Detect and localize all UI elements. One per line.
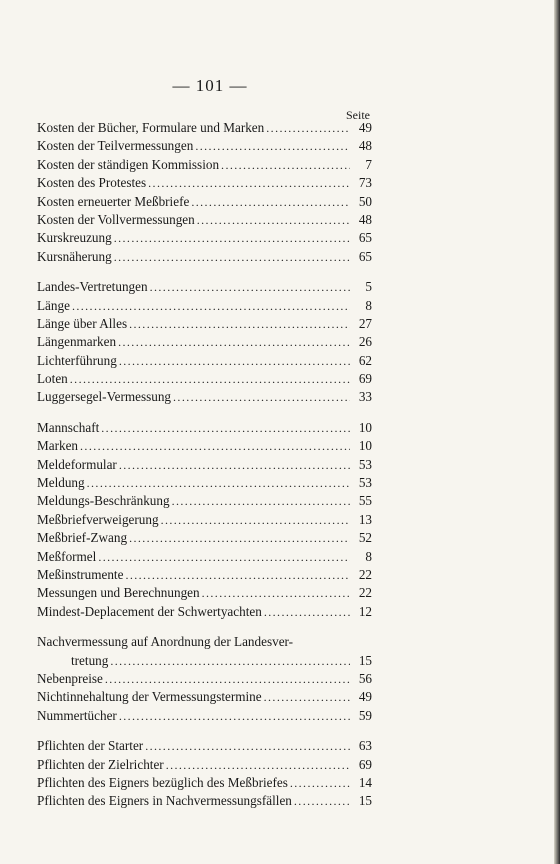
entry-page: 12 bbox=[358, 603, 372, 619]
entry-page: 69 bbox=[358, 756, 372, 772]
entry-page: 7 bbox=[365, 156, 372, 172]
entry-page: 8 bbox=[365, 297, 372, 313]
entry-text: Meldungs-Beschränkung bbox=[37, 493, 170, 509]
entry-text: Nichtinnehaltung der Vermessungstermine bbox=[37, 689, 262, 705]
index-entry bbox=[37, 738, 372, 756]
entry-page: 49 bbox=[358, 120, 372, 135]
entry-page: 48 bbox=[358, 211, 372, 227]
entry-page: 62 bbox=[358, 352, 372, 368]
index-entry bbox=[37, 420, 372, 438]
index-entry bbox=[37, 138, 372, 156]
leader-dots bbox=[70, 372, 350, 387]
leader-dots bbox=[221, 158, 350, 173]
entry-page: 59 bbox=[358, 707, 372, 723]
index-entry bbox=[37, 604, 372, 622]
leader-dots bbox=[195, 139, 350, 154]
index-entry bbox=[37, 775, 372, 793]
entry-text: Luggersegel-Vermessung bbox=[37, 389, 172, 405]
entry-text: Pflichten des Eigners bezüglich des Meßbriefes bbox=[37, 774, 288, 790]
index-entry bbox=[37, 689, 372, 707]
entry-page: 15 bbox=[358, 652, 372, 668]
index-entry bbox=[37, 334, 372, 352]
leader-dots bbox=[161, 513, 350, 528]
entry-text: Längenmarken bbox=[37, 334, 117, 350]
group-separator bbox=[37, 726, 372, 738]
entry-page: 65 bbox=[358, 230, 372, 246]
page-edge bbox=[554, 0, 560, 864]
leader-dots bbox=[98, 550, 350, 565]
entry-page: 33 bbox=[358, 389, 372, 405]
index-entry bbox=[37, 708, 372, 726]
leader-dots bbox=[197, 213, 350, 228]
leader-dots bbox=[266, 121, 350, 136]
index-entry bbox=[37, 634, 372, 652]
leader-dots bbox=[191, 195, 350, 210]
entry-text: Kosten der ständigen Kommission bbox=[37, 156, 220, 172]
entry-page: 63 bbox=[358, 738, 372, 754]
index-entry bbox=[37, 512, 372, 530]
leader-dots bbox=[294, 794, 350, 809]
entry-page: 56 bbox=[358, 670, 372, 686]
entry-text: Meldeformular bbox=[37, 456, 117, 472]
index-entry bbox=[37, 298, 372, 316]
entry-page: 22 bbox=[358, 585, 372, 601]
entry-text: Mindest-Deplacement der Schwertyachten bbox=[37, 603, 262, 619]
column-header-seite: Seite bbox=[346, 108, 370, 122]
entry-page: 69 bbox=[358, 371, 372, 387]
entry-page: 10 bbox=[358, 438, 372, 454]
entry-text: Loten bbox=[37, 371, 68, 387]
entry-text: Kosten der Bücher, Formulare und Marken bbox=[37, 120, 265, 135]
leader-dots bbox=[110, 654, 350, 669]
leader-dots bbox=[119, 709, 350, 724]
entry-page: 52 bbox=[358, 530, 372, 546]
index-entry bbox=[37, 389, 372, 407]
entry-text: Länge bbox=[37, 297, 70, 313]
leader-dots bbox=[264, 605, 350, 620]
entry-text: Kosten erneuerter Meßbriefe bbox=[37, 193, 190, 209]
entry-page: 53 bbox=[358, 475, 372, 491]
index-entry bbox=[37, 316, 372, 334]
leader-dots bbox=[72, 299, 350, 314]
index-entry bbox=[37, 175, 372, 193]
index-entry bbox=[37, 457, 372, 475]
entry-text: Messungen und Berechnungen bbox=[37, 585, 200, 601]
entry-page: 73 bbox=[358, 175, 372, 191]
entry-page: 5 bbox=[365, 279, 372, 295]
entry-text: Kosten der Vollvermessungen bbox=[37, 211, 195, 227]
entry-text: Kursnäherung bbox=[37, 248, 112, 264]
index-entry bbox=[37, 585, 372, 603]
leader-dots bbox=[148, 176, 350, 191]
entry-text: Meldung bbox=[37, 475, 85, 491]
index-entry bbox=[37, 371, 372, 389]
index-list bbox=[37, 120, 372, 812]
entry-text: Marken bbox=[37, 438, 79, 454]
entry-page: 13 bbox=[358, 511, 372, 527]
entry-text: Kosten des Protestes bbox=[37, 175, 147, 191]
index-entry bbox=[37, 157, 372, 175]
entry-text: tretung bbox=[71, 652, 109, 668]
leader-dots bbox=[105, 672, 350, 687]
entry-text: Nachvermessung auf Anordnung der Landesver- bbox=[37, 634, 294, 650]
entry-text: Landes-Vertretungen bbox=[37, 279, 148, 295]
leader-dots bbox=[290, 776, 350, 791]
entry-text: Nebenpreise bbox=[37, 670, 103, 686]
entry-text: Kurskreuzung bbox=[37, 230, 112, 246]
leader-dots bbox=[202, 586, 350, 601]
leader-dots bbox=[166, 758, 350, 773]
entry-page: 53 bbox=[358, 456, 372, 472]
leader-dots bbox=[101, 421, 350, 436]
index-entry bbox=[37, 353, 372, 371]
group-separator bbox=[37, 408, 372, 420]
entry-page: 49 bbox=[358, 689, 372, 705]
entry-page: 26 bbox=[358, 334, 372, 350]
leader-dots bbox=[173, 390, 350, 405]
index-entry bbox=[37, 194, 372, 212]
entry-page: 65 bbox=[358, 248, 372, 264]
entry-page: 10 bbox=[358, 419, 372, 435]
index-entry bbox=[37, 249, 372, 267]
leader-dots bbox=[87, 476, 350, 491]
leader-dots bbox=[119, 458, 350, 473]
entry-page: 50 bbox=[358, 193, 372, 209]
leader-dots bbox=[118, 335, 350, 350]
leader-dots bbox=[129, 317, 350, 332]
entry-text: Meßinstrumente bbox=[37, 566, 124, 582]
index-entry bbox=[37, 493, 372, 511]
index-entry bbox=[37, 279, 372, 297]
index-entry bbox=[37, 671, 372, 689]
leader-dots bbox=[264, 690, 350, 705]
entry-text: Meßformel bbox=[37, 548, 97, 564]
entry-text: Lichterführung bbox=[37, 352, 117, 368]
page-number: — 101 — bbox=[172, 76, 248, 95]
entry-text: Pflichten der Zielrichter bbox=[37, 756, 164, 772]
index-entry bbox=[37, 530, 372, 548]
index-entry bbox=[37, 653, 372, 671]
group-separator bbox=[37, 622, 372, 634]
leader-dots bbox=[125, 568, 350, 583]
index-entry bbox=[37, 120, 372, 138]
entry-text: Kosten der Teilvermessungen bbox=[37, 138, 194, 154]
entry-page: 55 bbox=[358, 493, 372, 509]
entry-text: Meßbrief-Zwang bbox=[37, 530, 128, 546]
index-entry bbox=[37, 757, 372, 775]
group-separator bbox=[37, 267, 372, 279]
index-entry bbox=[37, 793, 372, 811]
entry-page: 15 bbox=[358, 793, 372, 809]
leader-dots bbox=[119, 354, 350, 369]
index-entry bbox=[37, 212, 372, 230]
leader-dots bbox=[150, 280, 350, 295]
entry-page: 8 bbox=[365, 548, 372, 564]
index-entry bbox=[37, 438, 372, 456]
index-entry bbox=[37, 549, 372, 567]
leader-dots bbox=[114, 231, 350, 246]
entry-text: Pflichten der Starter bbox=[37, 738, 144, 754]
leader-dots bbox=[80, 439, 350, 454]
leader-dots bbox=[129, 531, 350, 546]
entry-page: 22 bbox=[358, 566, 372, 582]
index-entry bbox=[37, 475, 372, 493]
index-entry bbox=[37, 567, 372, 585]
leader-dots bbox=[145, 739, 350, 754]
entry-text: Mannschaft bbox=[37, 419, 100, 435]
entry-text: Nummertücher bbox=[37, 707, 117, 723]
entry-page: 27 bbox=[358, 315, 372, 331]
entry-text: Pflichten des Eigners in Nachvermessungsfällen bbox=[37, 793, 292, 809]
index-entry bbox=[37, 230, 372, 248]
entry-page: 14 bbox=[358, 774, 372, 790]
leader-dots bbox=[114, 250, 350, 265]
entry-text: Meßbriefverweigerung bbox=[37, 511, 159, 527]
entry-page: 48 bbox=[358, 138, 372, 154]
leader-dots bbox=[172, 494, 350, 509]
entry-text: Länge über Alles bbox=[37, 315, 128, 331]
